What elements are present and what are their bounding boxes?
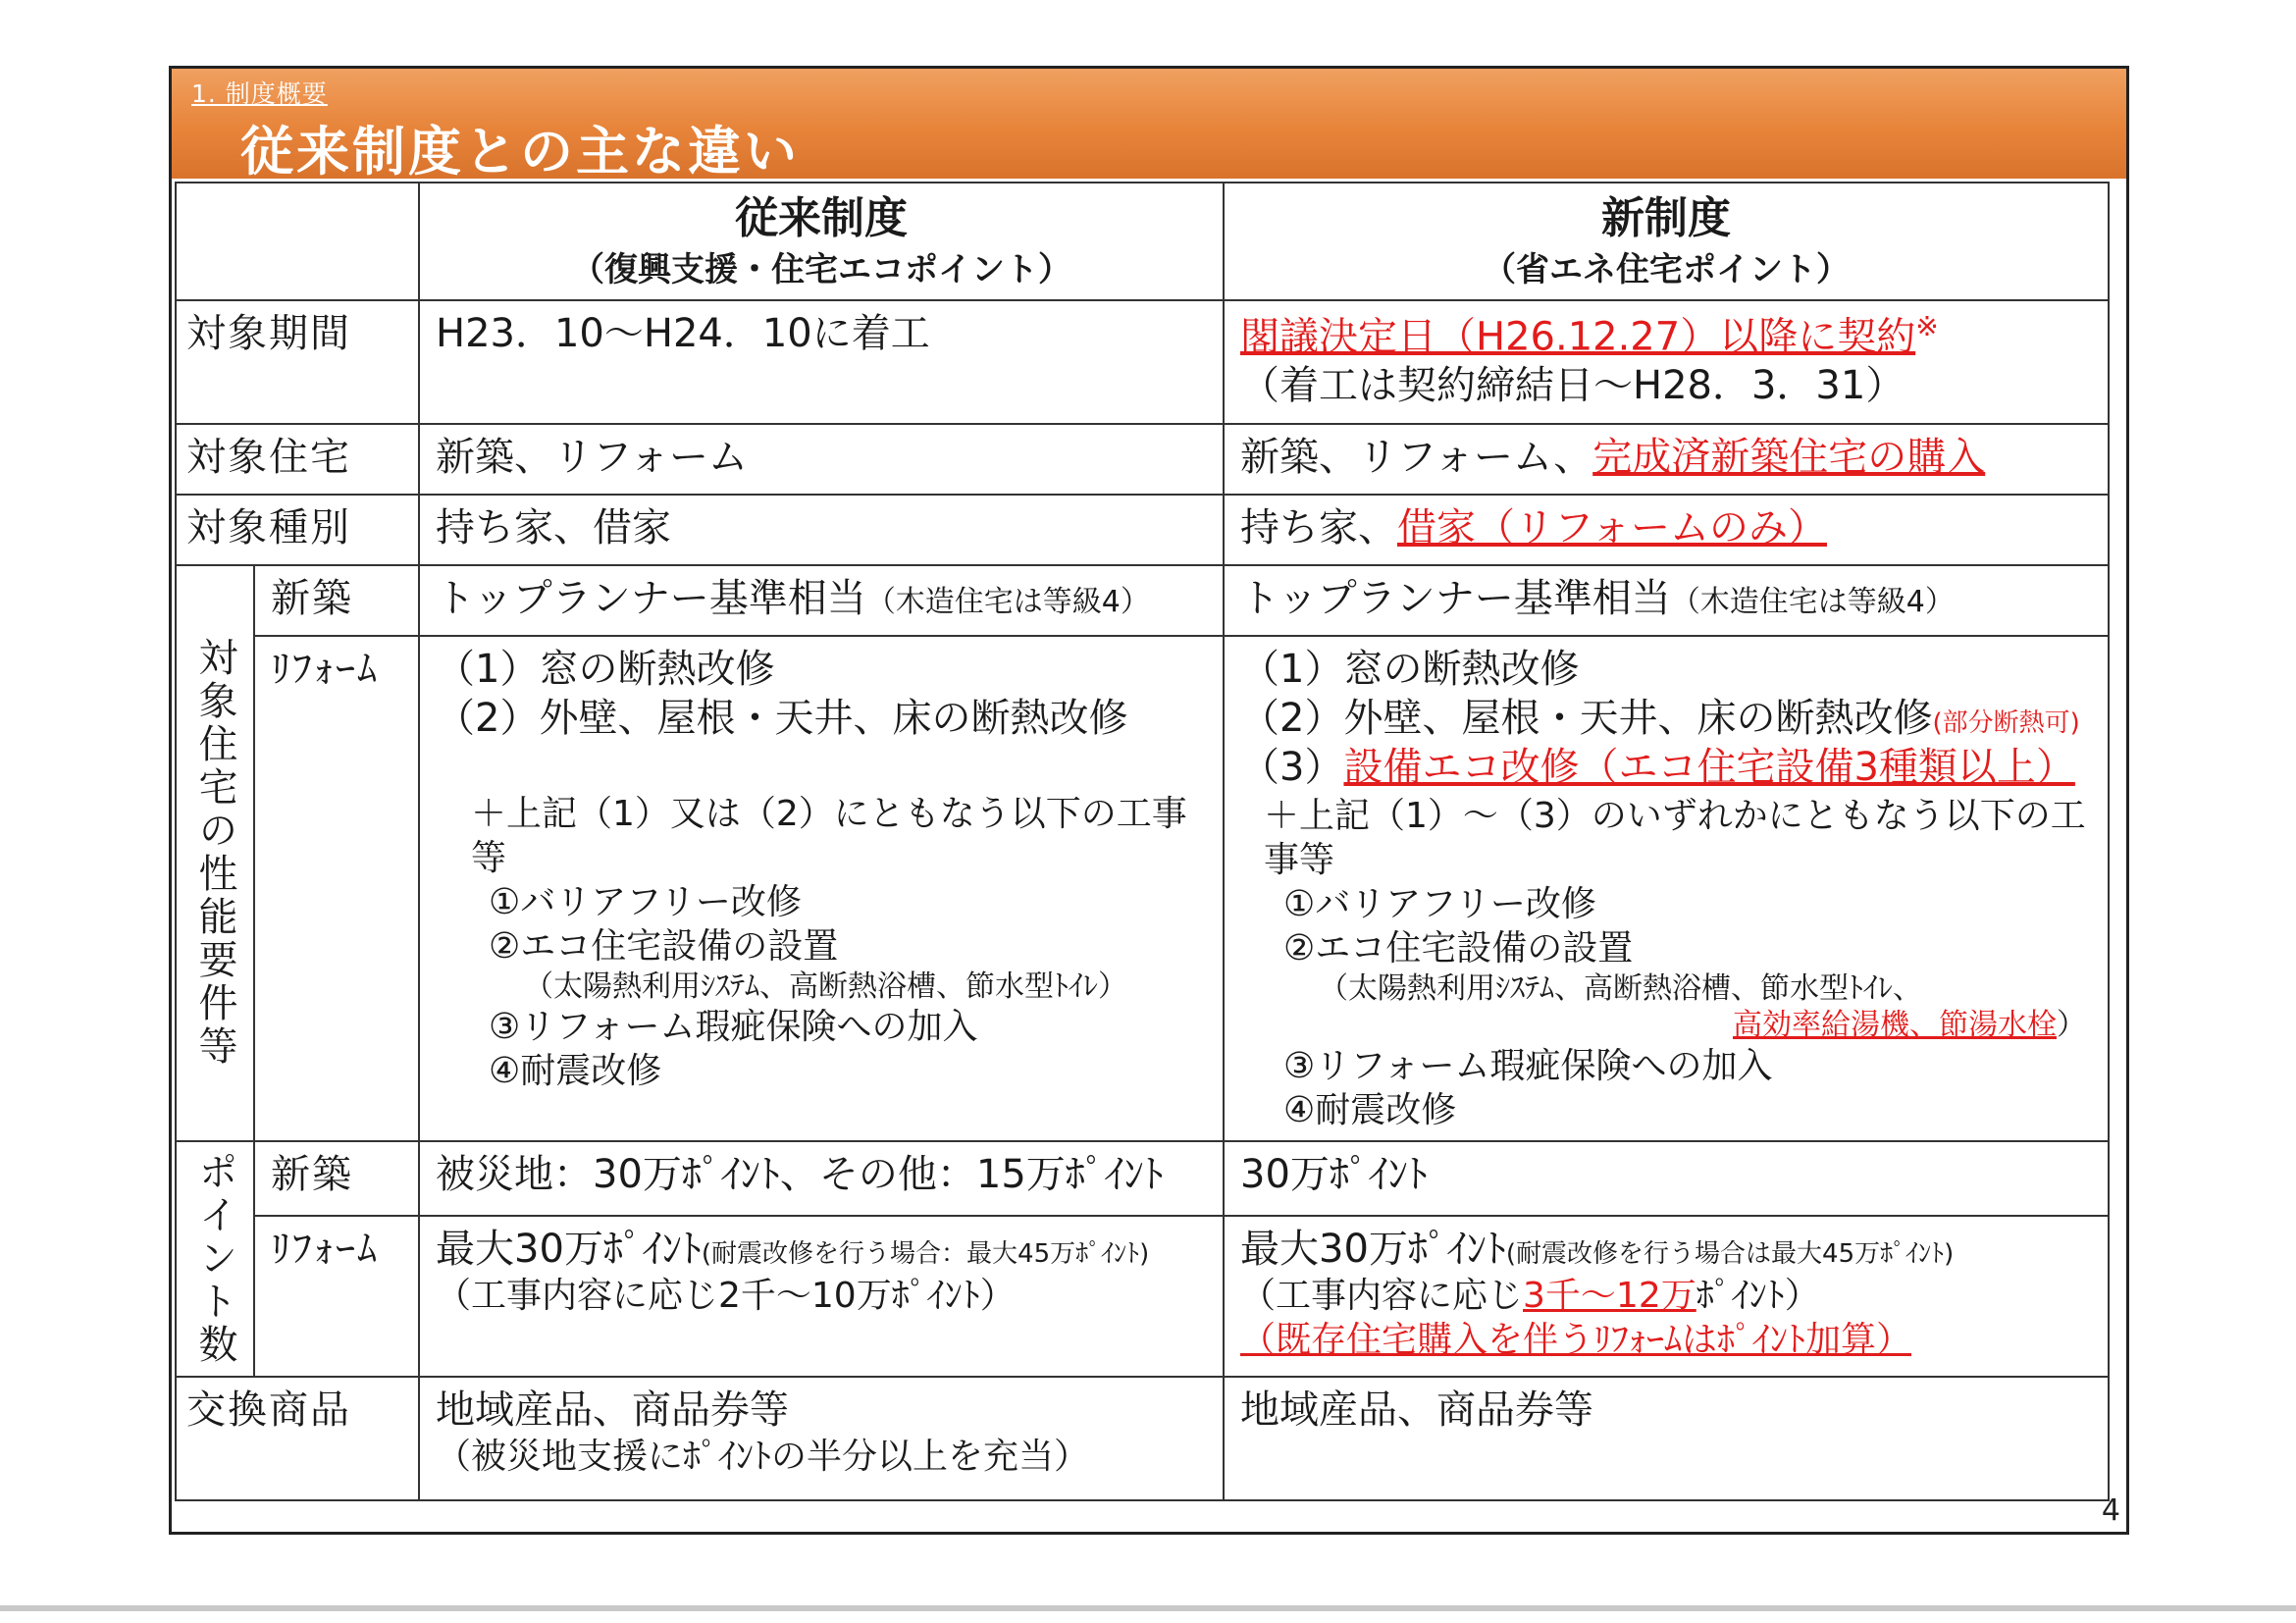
high-efficiency-red: 高効率給湯機、節湯水栓 bbox=[1733, 1008, 2057, 1042]
new-perf-newbuild-cell: トップランナー基準相当（木造住宅は等級4） bbox=[1224, 565, 2109, 636]
row-label-exchange: 交換商品 bbox=[176, 1377, 419, 1500]
new-period-line2: （着工は契約締結日～H28．3．31） bbox=[1240, 362, 1905, 408]
partial-insulation-note: (部分断熱可) bbox=[1932, 707, 2080, 738]
row-type bbox=[176, 495, 2109, 565]
group-label-performance: 対象住宅の性能要件等 bbox=[176, 565, 254, 1141]
row-exchange bbox=[176, 1377, 2109, 1500]
slide bbox=[169, 66, 2129, 1535]
row-perf-newbuild bbox=[176, 565, 2109, 636]
row-perf-reform bbox=[176, 636, 2109, 1141]
new-perf-reform-cell: （1）窓の断熱改修 （2）外壁、屋根・天井、床の断熱改修(部分断熱可) （3）設備エコ改修（エコ住宅設備3種類以上） ＋上記（1）～（3）のいずれかにともなう以下の工事等 ①バリアフリー改修 ②エコ住宅設備の設置 （太陽熱利用ｼｽﾃﾑ、高断熱浴槽、節水型ﾄｲﾚ、 高効率給湯機、節湯水栓） ③リフォーム瑕疵保険への加入 ④耐震改修 bbox=[1224, 636, 2109, 1141]
new-points-newbuild-cell: 30万ﾎﾟｲﾝﾄ bbox=[1224, 1141, 2109, 1216]
row-label-period: 対象期間 bbox=[176, 300, 419, 424]
row-label-housing: 対象住宅 bbox=[176, 424, 419, 495]
header-row bbox=[176, 183, 2109, 300]
old-points-reform-cell: 最大30万ﾎﾟｲﾝﾄ(耐震改修を行う場合：最大45万ﾎﾟｲﾝﾄ) （工事内容に応じ2千～10万ﾎﾟｲﾝﾄ） bbox=[419, 1216, 1224, 1377]
points-sub-label-reform: ﾘﾌｫｰﾑ bbox=[254, 1216, 419, 1377]
new-type-red: 借家（リフォームのみ） bbox=[1397, 504, 1827, 550]
sub-label-newbuild: 新築 bbox=[254, 565, 419, 636]
points-sub-label-newbuild: 新築 bbox=[254, 1141, 419, 1216]
header-corner-cell bbox=[176, 183, 419, 300]
comparison-table bbox=[175, 182, 2110, 1501]
new-system-header: 新制度 （省エネ住宅ポイント） bbox=[1224, 183, 2109, 300]
old-housing-cell: 新築、リフォーム bbox=[419, 424, 1224, 495]
footer-rule bbox=[0, 1605, 2296, 1611]
row-points-newbuild bbox=[176, 1141, 2109, 1216]
sub-label-reform: ﾘﾌｫｰﾑ bbox=[254, 636, 419, 1141]
old-type-cell: 持ち家、借家 bbox=[419, 495, 1224, 565]
row-label-type: 対象種別 bbox=[176, 495, 419, 565]
old-period-cell: H23．10～H24．10に着工 bbox=[419, 300, 1224, 424]
new-exchange-cell: 地域産品、商品券等 bbox=[1224, 1377, 2109, 1500]
row-housing bbox=[176, 424, 2109, 495]
new-type-cell: 持ち家、借家（リフォームのみ） bbox=[1224, 495, 2109, 565]
equipment-eco-red: 設備エコ改修（エコ住宅設備3種類以上） bbox=[1343, 744, 2075, 790]
slide-title: 従来制度との主な違い bbox=[240, 121, 800, 183]
group-label-points: ポイント数 bbox=[176, 1141, 254, 1377]
old-perf-newbuild-cell: トップランナー基準相当（木造住宅は等級4） bbox=[419, 565, 1224, 636]
existing-housing-bonus-red: （既存住宅購入を伴うﾘﾌｫｰﾑはﾎﾟｲﾝﾄ加算） bbox=[1240, 1319, 1912, 1360]
new-period-red: 閣議決定日（H26.12.27）以降に契約 bbox=[1240, 313, 1916, 359]
section-label: 1. 制度概要 bbox=[191, 79, 328, 108]
page-number: 4 bbox=[2101, 1493, 2120, 1528]
note-mark: ※ bbox=[1915, 309, 1939, 342]
old-perf-reform-cell: （1）窓の断熱改修 （2）外壁、屋根・天井、床の断熱改修 ＋上記（1）又は（2）にともなう以下の工事等 ①バリアフリー改修 ②エコ住宅設備の設置 （太陽熱利用ｼｽﾃﾑ、高断熱浴槽、節水型ﾄｲﾚ） ③リフォーム瑕疵保険への加入 ④耐震改修 bbox=[419, 636, 1224, 1141]
old-exchange-cell: 地域産品、商品券等 （被災地支援にﾎﾟｲﾝﾄの半分以上を充当） bbox=[419, 1377, 1224, 1500]
new-period-cell bbox=[1224, 300, 2109, 424]
row-points-reform bbox=[176, 1216, 2109, 1377]
title-banner bbox=[172, 69, 2126, 183]
old-points-newbuild-cell: 被災地：30万ﾎﾟｲﾝﾄ、その他：15万ﾎﾟｲﾝﾄ bbox=[419, 1141, 1224, 1216]
new-points-reform-cell: 最大30万ﾎﾟｲﾝﾄ(耐震改修を行う場合は最大45万ﾎﾟｲﾝﾄ) （工事内容に応じ3千～12万ﾎﾟｲﾝﾄ） （既存住宅購入を伴うﾘﾌｫｰﾑはﾎﾟｲﾝﾄ加算） bbox=[1224, 1216, 2109, 1377]
points-range-red: 3千～12万 bbox=[1523, 1275, 1696, 1316]
row-period bbox=[176, 300, 2109, 424]
new-housing-cell: 新築、リフォーム、完成済新築住宅の購入 bbox=[1224, 424, 2109, 495]
old-system-header: 従来制度 （復興支援・住宅エコポイント） bbox=[419, 183, 1224, 300]
new-housing-red: 完成済新築住宅の購入 bbox=[1592, 434, 1986, 480]
